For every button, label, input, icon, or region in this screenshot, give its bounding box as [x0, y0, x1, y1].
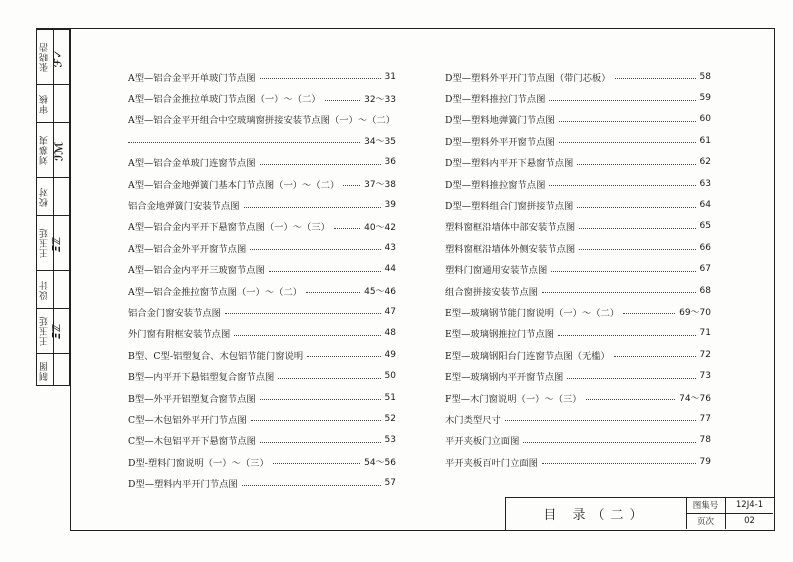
dot-leader: [577, 164, 695, 165]
toc-entry[interactable]: [445, 173, 711, 194]
toc-page: 73: [699, 371, 711, 382]
toc-entry[interactable]: [445, 430, 711, 451]
toc-title: A型—铝合金地弹簧门基本门节点图（一）～（二）: [128, 179, 340, 191]
handwritten-signature: Ξℤ: [50, 236, 64, 253]
toc-entry[interactable]: [445, 408, 711, 429]
toc-title: 组合窗拼接安装节点图: [445, 286, 538, 298]
toc-title: E型—玻璃钢节能门窗说明（一）～（二）: [445, 307, 620, 319]
toc-entry[interactable]: [445, 365, 711, 386]
toc-entry[interactable]: [445, 280, 711, 301]
toc-title: 铝合金地弹簧门安装节点图: [128, 201, 240, 213]
dot-leader: [551, 271, 695, 272]
handwritten-signature: ℱ✓: [51, 49, 65, 68]
toc-entry[interactable]: [128, 152, 396, 173]
toc-title: A型—铝合金平开组合中空玻璃窗拼接安装节点图（一）～（二）: [128, 115, 396, 127]
toc-title: D型—塑料内平开门节点图: [128, 479, 238, 491]
dot-leader: [559, 121, 696, 122]
toc-title: 铝合金门窗安装节点图: [128, 307, 221, 319]
toc-entry[interactable]: [128, 216, 396, 237]
dot-leader: [325, 100, 360, 101]
toc-page: 65: [699, 221, 711, 232]
dot-leader: [579, 249, 695, 250]
atlas-number-value: 12J4-1: [726, 498, 773, 514]
toc-title: A型—铝合金平开单玻门节点图: [128, 72, 256, 84]
toc-page: 57: [384, 478, 396, 489]
dot-leader: [260, 164, 381, 165]
toc-left-column: [128, 66, 396, 494]
toc-entry[interactable]: [445, 194, 711, 215]
strip-role: 刘慕夷: [40, 135, 50, 165]
dot-leader: [549, 100, 695, 101]
dot-leader: [577, 207, 695, 208]
toc-page: 60: [699, 114, 711, 125]
strip-cell-6: [37, 270, 71, 308]
toc-title: 外门窗有附框安装节点图: [128, 329, 231, 341]
dot-leader: [542, 463, 696, 464]
signature-strip: [36, 28, 70, 386]
toc-title: B型—外平开铝塑复合窗节点图: [128, 393, 256, 405]
handwritten-signature: Ξℤ: [50, 323, 64, 340]
toc-page: 69～70: [679, 308, 711, 319]
toc-title: 平开夹板门立面图: [445, 436, 520, 448]
toc-page: 54～56: [364, 458, 396, 469]
toc-title: D型—塑料推拉窗节点图: [445, 179, 546, 191]
toc-page: 52: [384, 413, 396, 424]
toc-page: 62: [699, 157, 711, 168]
toc-entry[interactable]: [445, 301, 711, 322]
toc-page: 49: [384, 349, 396, 360]
toc-entry[interactable]: [445, 87, 711, 108]
title-block: [505, 497, 775, 531]
dot-leader: [343, 185, 360, 186]
toc-entry[interactable]: [128, 408, 396, 429]
toc-page: 64: [699, 200, 711, 211]
toc-page: 44: [384, 264, 396, 275]
dot-leader: [558, 335, 695, 336]
dot-leader: [567, 378, 695, 379]
toc-title: B型、C型-铝塑复合、木包铝节能门窗说明: [128, 350, 304, 362]
toc-page: 34～35: [364, 137, 396, 148]
toc-entry[interactable]: [445, 344, 711, 365]
toc-entry[interactable]: [445, 259, 711, 280]
dot-leader: [542, 292, 696, 293]
toc-page: 59: [699, 93, 711, 104]
strip-role: 制图: [40, 361, 50, 381]
toc-title: D型—塑料外平开门节点图（带门芯板）: [445, 72, 611, 84]
toc-page: 66: [699, 242, 711, 253]
toc-title: A型—铝合金单玻门连窗节点图: [128, 158, 256, 170]
strip-role: 王玉廷: [40, 316, 50, 346]
toc-page: 63: [699, 178, 711, 189]
toc-title: B型—内平开下悬铝塑复合窗节点图: [128, 372, 275, 384]
strip-role: 审核: [40, 94, 50, 114]
page-number-value: 02: [744, 516, 755, 527]
dot-leader: [244, 207, 381, 208]
toc-page: 32～33: [364, 94, 396, 105]
dot-leader: [250, 249, 380, 250]
toc-entry[interactable]: [445, 451, 711, 472]
toc-title: 塑料门窗通用安装节点图: [445, 265, 548, 277]
dot-leader: [225, 313, 381, 314]
toc-page: 45～46: [364, 287, 396, 298]
toc-entry[interactable]: [445, 130, 711, 151]
strip-role: 张晓浩: [40, 42, 50, 72]
toc-page: 39: [384, 200, 396, 211]
toc-title: E型—玻璃钢推拉门节点图: [445, 329, 555, 341]
toc-entry[interactable]: [445, 66, 711, 87]
toc-title: 平开夹板百叶门立面图: [445, 457, 538, 469]
toc-entry[interactable]: [128, 451, 396, 472]
toc-entry[interactable]: [445, 387, 711, 408]
toc-page: 48: [384, 328, 396, 339]
strip-cell-8: [37, 353, 71, 387]
sheet-title: 目 录（二）: [506, 498, 687, 529]
toc-page: 68: [699, 285, 711, 296]
toc-entry[interactable]: [445, 109, 711, 130]
toc-title: D型—塑料外平开窗节点图: [445, 136, 555, 148]
dot-leader: [505, 420, 696, 421]
toc-entry[interactable]: [128, 280, 396, 301]
toc-title: D型—塑料组合门窗拼接节点图: [445, 201, 574, 213]
toc-entry[interactable]: [128, 430, 396, 451]
dot-leader: [579, 228, 695, 229]
toc-title: D型-塑料门窗说明（一）～（三）: [128, 457, 269, 469]
toc-entry[interactable]: [128, 344, 396, 365]
strip-role: 王玉廷: [40, 228, 50, 258]
toc-page: 31: [384, 71, 396, 82]
toc-title: E型—玻璃钢阳台门连窗节点图（无槛）: [445, 350, 610, 362]
strip-cell-7: [37, 308, 71, 353]
toc-entry[interactable]: [128, 66, 396, 87]
strip-role: 校对: [40, 187, 50, 207]
toc-page: 79: [699, 456, 711, 467]
toc-title: D型—塑料地弹簧门节点图: [445, 115, 555, 127]
strip-cell-5: [37, 215, 71, 270]
dot-leader: [234, 335, 380, 336]
toc-page: 74～76: [679, 394, 711, 405]
dot-leader: [251, 420, 381, 421]
toc-title: A型—铝合金外平开窗节点图: [128, 243, 247, 255]
toc-title: A型—铝合金内平开下悬窗节点图（一）～（三）: [128, 222, 330, 234]
dot-leader: [242, 485, 381, 486]
atlas-number-label: 图集号: [686, 498, 726, 514]
dot-leader: [549, 185, 695, 186]
toc-page: 77: [699, 413, 711, 424]
toc-page: 37～38: [364, 180, 396, 191]
toc-title: E型—玻璃钢内平开窗节点图: [445, 372, 564, 384]
dot-leader: [260, 399, 381, 400]
toc-entry[interactable]: [128, 259, 396, 280]
strip-cell-4: [37, 177, 71, 215]
dot-leader: [559, 142, 696, 143]
strip-role: 设计: [40, 280, 50, 300]
toc-entry[interactable]: [128, 173, 396, 194]
toc-title: C型—木包铝平开下悬窗节点图: [128, 436, 256, 448]
toc-title: F型—木门窗说明（一）～（三）: [445, 393, 582, 405]
toc-entry[interactable]: [128, 323, 396, 344]
toc-title: A型—铝合金推拉窗节点图（一）～（二）: [128, 286, 303, 298]
toc-right-column: [445, 66, 711, 472]
dot-leader: [269, 271, 381, 272]
toc-page: 43: [384, 242, 396, 253]
dot-leader: [128, 142, 360, 143]
toc-title: A型—铝合金内平开三玻窗节点图: [128, 265, 265, 277]
toc-page: 72: [699, 349, 711, 360]
toc-title: C型—木包铝外平开门节点图: [128, 414, 247, 426]
toc-entry[interactable]: [445, 323, 711, 344]
dot-leader: [307, 356, 380, 357]
dot-leader: [278, 378, 380, 379]
page-number-label: 页次: [686, 514, 726, 530]
dot-leader: [615, 78, 696, 79]
dot-leader: [260, 78, 381, 79]
strip-cell-1: [37, 29, 71, 84]
dot-leader: [273, 463, 360, 464]
toc-title: A型—铝合金推拉单玻门节点图（一）～（二）: [128, 94, 321, 106]
toc-entry[interactable]: [128, 194, 396, 215]
strip-cell-3: [37, 122, 71, 177]
dot-leader: [623, 313, 675, 314]
dot-leader: [586, 399, 675, 400]
toc-page: 58: [699, 71, 711, 82]
toc-page: 67: [699, 264, 711, 275]
strip-cell-2: [37, 84, 71, 122]
toc-page: 61: [699, 135, 711, 146]
toc-page: 71: [699, 328, 711, 339]
toc-page: 50: [384, 371, 396, 382]
toc-page: 47: [384, 306, 396, 317]
toc-title: 塑料窗框沿墙体中部安装节点图: [445, 222, 576, 234]
handwritten-signature: ℐℳ: [52, 141, 66, 162]
toc-entry[interactable]: [128, 472, 396, 493]
toc-page: 53: [384, 435, 396, 446]
dot-leader: [306, 292, 360, 293]
toc-title: 木门类型尺寸: [445, 414, 501, 426]
toc-entry[interactable]: [445, 216, 711, 237]
toc-title: D型—塑料内平开下悬窗节点图: [445, 158, 574, 170]
toc-entry[interactable]: [128, 387, 396, 408]
toc-page: 51: [384, 392, 396, 403]
toc-entry-continuation[interactable]: [128, 130, 396, 151]
dot-leader: [334, 228, 360, 229]
toc-page: 40～42: [364, 222, 396, 233]
toc-page: 36: [384, 157, 396, 168]
toc-entry[interactable]: [128, 237, 396, 258]
toc-entry[interactable]: [128, 109, 396, 130]
dot-leader: [523, 442, 695, 443]
dot-leader: [614, 356, 696, 357]
toc-page: 78: [699, 435, 711, 446]
dot-leader: [260, 442, 381, 443]
toc-entry[interactable]: [128, 301, 396, 322]
toc-title: 塑料窗框沿墙体外侧安装节点图: [445, 243, 576, 255]
toc-entry[interactable]: [445, 237, 711, 258]
toc-title: D型—塑料推拉门节点图: [445, 94, 546, 106]
toc-entry[interactable]: [128, 87, 396, 108]
toc-entry[interactable]: [128, 365, 396, 386]
toc-entry[interactable]: [445, 152, 711, 173]
